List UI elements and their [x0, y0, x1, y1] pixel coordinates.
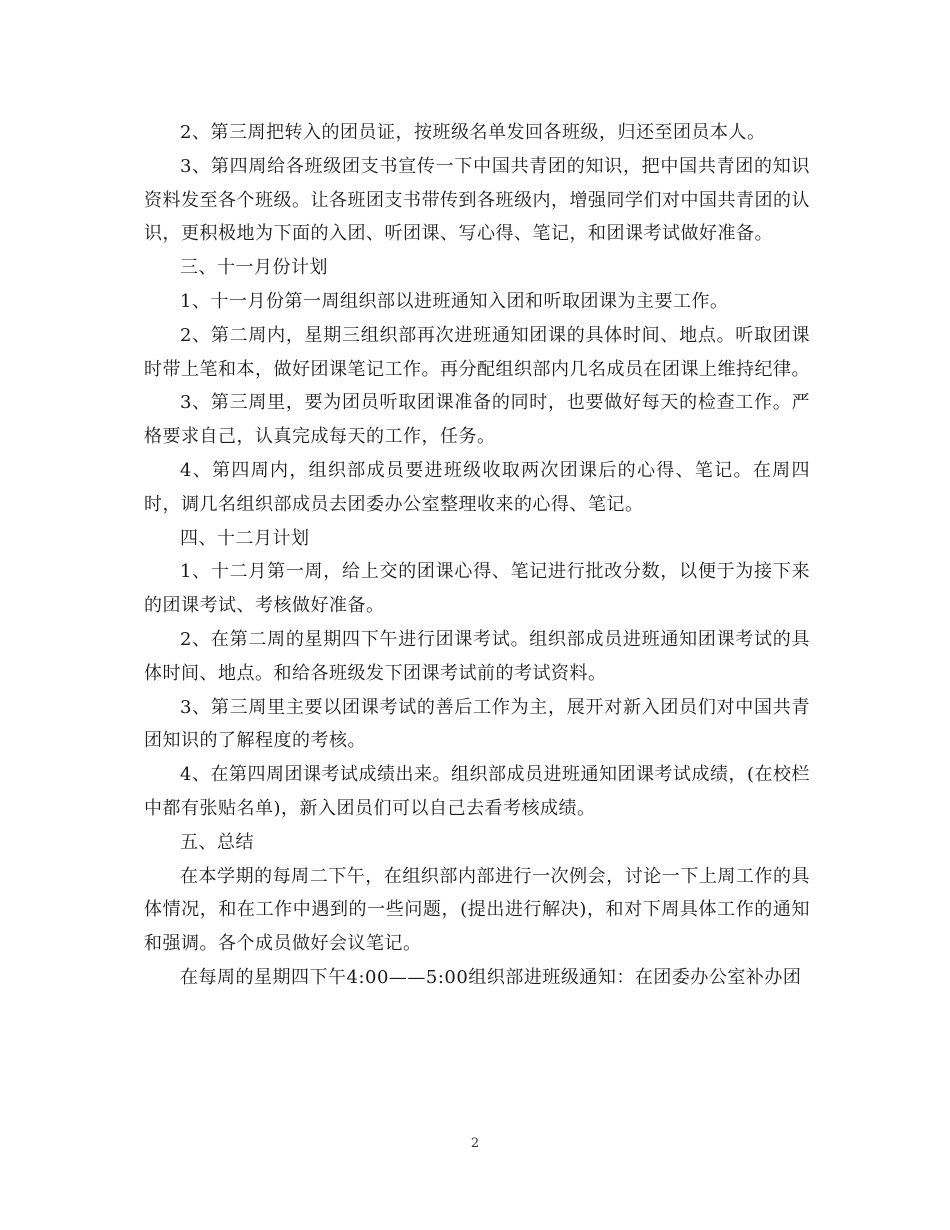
paragraph-2: 3、第四周给各班级团支书宣传一下中国共青团的知识，把中国共青团的知识资料发至各个班级。让各班团支书带传到各班级内，增强同学们对中国共青团的认识，更积极地为下面的入团、听团课、写心得、笔记，和团课考试做好准备。 [144, 155, 810, 245]
paragraph-1: 2、第三周把转入的团员证，按班级名单发回各班级，归还至团员本人。 [180, 122, 766, 143]
section-heading-november: 三、十一月份计划 [180, 257, 328, 279]
paragraph-8: 2、在第二周的星期四下午进行团课考试。组织部成员进班通知团课考试的具体时间、地点。和给各班级发下团课考试前的考试资料。 [144, 628, 810, 684]
paragraph-12: 在每周的星期四下午4:00——5:00组织部进班级通知：在团委办公室补办团 [180, 966, 802, 988]
paragraph-7: 1、十二月第一周，给上交的团课心得、笔记进行批改分数，以便于为接下来的团课考试、考核做好准备。 [144, 561, 810, 617]
paragraph-4: 2、第二周内，星期三组织部再次进班通知团课的具体时间、地点。听取团课时带上笔和本，做好团课笔记工作。再分配组织部内几名成员在团课上维持纪律。 [144, 324, 810, 380]
paragraph-3: 1、十一月份第一周组织部以进班通知入团和听取团课为主要工作。 [180, 290, 729, 312]
paragraph-11: 在本学期的每周二下午，在组织部内部进行一次例会，讨论一下上周工作的具体情况，和在工作中遇到的一些问题，(提出进行解决)，和对下周具体工作的通知和强调。各个成员做好会议笔记。 [144, 865, 810, 955]
paragraph-5: 3、第三周里，要为团员听取团课准备的同时，也要做好每天的检查工作。严格要求自己，认真完成每天的工作，任务。 [144, 392, 810, 448]
paragraph-9: 3、第三周里主要以团课考试的善后工作为主，展开对新入团员们对中国共青团知识的了解程度的考核。 [144, 696, 810, 752]
document-body [144, 116, 810, 995]
page-number: 2 [470, 1136, 480, 1151]
paragraph-10: 4、在第四周团课考试成绩出来。组织部成员进班通知团课考试成绩，(在校栏中都有张贴名单)，新入团员们可以自己去看考核成绩。 [144, 764, 810, 819]
section-heading-summary: 五、总结 [180, 831, 254, 853]
section-heading-december: 四、十二月计划 [180, 527, 310, 549]
paragraph-6: 4、第四周内，组织部成员要进班级收取两次团课后的心得、笔记。在周四时，调几名组织部成员去团委办公室整理收来的心得、笔记。 [144, 459, 810, 515]
